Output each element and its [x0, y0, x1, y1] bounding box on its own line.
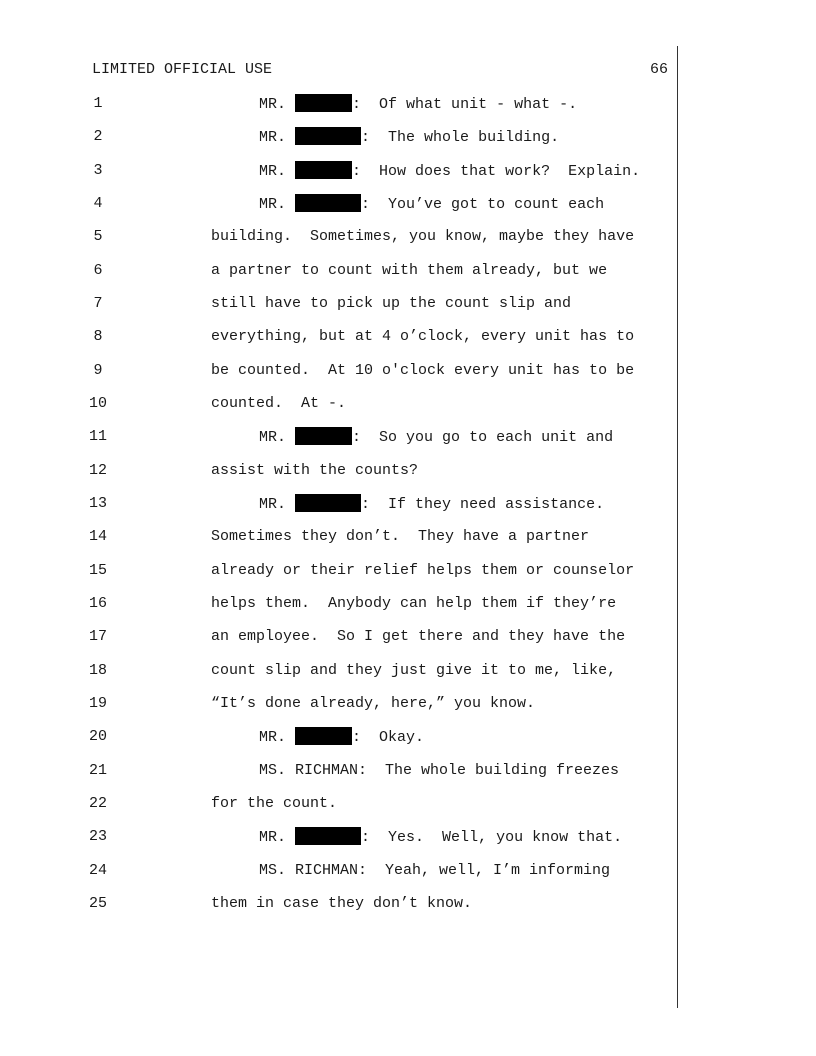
line-text	[259, 194, 604, 215]
line-text	[259, 94, 577, 115]
spoken-text: Okay.	[361, 729, 425, 746]
speaker-colon: :	[361, 129, 371, 146]
line-number: 21	[88, 762, 107, 779]
speaker-colon: :	[361, 496, 371, 513]
redaction-box	[295, 194, 361, 212]
speaker-label: MR.	[259, 163, 287, 180]
line-number: 11	[88, 428, 107, 445]
spoken-text: So you go to each unit and	[361, 429, 614, 446]
transcript-line	[0, 161, 680, 181]
transcript-line	[0, 694, 680, 714]
line-number: 9	[93, 362, 103, 379]
speaker-colon: :	[352, 163, 362, 180]
line-text	[259, 827, 622, 848]
line-text: MS. RICHMAN: The whole building freezes	[259, 762, 620, 779]
header-classification: LIMITED OFFICIAL USE	[92, 61, 273, 78]
line-text: MS. RICHMAN: Yeah, well, I’m informing	[259, 862, 611, 879]
speaker-label: MR.	[259, 729, 287, 746]
line-text	[259, 727, 424, 748]
line-text: helps them. Anybody can help them if they’re	[211, 595, 617, 612]
line-number: 25	[88, 895, 107, 912]
redaction-box	[295, 161, 352, 179]
line-number: 15	[88, 562, 107, 579]
speaker-label: MR.	[259, 96, 287, 113]
line-text	[259, 161, 640, 182]
line-text: counted. At -.	[211, 395, 347, 412]
page-number: 66	[649, 61, 668, 78]
line-number: 5	[93, 228, 103, 245]
transcript-line	[0, 294, 680, 314]
transcript-line	[0, 794, 680, 814]
speaker-colon: :	[352, 729, 362, 746]
line-text: building. Sometimes, you know, maybe they have	[211, 228, 635, 245]
line-number: 22	[88, 795, 107, 812]
spoken-text: Of what unit - what -.	[361, 96, 578, 113]
transcript-line	[0, 561, 680, 581]
line-number: 2	[93, 128, 103, 145]
line-text	[259, 494, 604, 515]
speaker-label: MR.	[259, 129, 287, 146]
transcript-line	[0, 494, 680, 514]
line-number: 19	[88, 695, 107, 712]
transcript-line	[0, 194, 680, 214]
redaction-box	[295, 427, 352, 445]
line-text: be counted. At 10 o'clock every unit has to be	[211, 362, 635, 379]
line-text	[259, 127, 559, 148]
transcript-line	[0, 861, 680, 881]
transcript-line	[0, 527, 680, 547]
transcript-line	[0, 827, 680, 847]
line-number: 14	[88, 528, 107, 545]
transcript-line	[0, 127, 680, 147]
spoken-text: If they need assistance.	[370, 496, 605, 513]
spoken-text: The whole building.	[370, 129, 560, 146]
line-number: 13	[88, 495, 107, 512]
line-number: 17	[88, 628, 107, 645]
speaker-label: MR.	[259, 196, 287, 213]
transcript-line	[0, 361, 680, 381]
line-number: 3	[93, 162, 103, 179]
line-number: 6	[93, 262, 103, 279]
redaction-box	[295, 127, 361, 145]
line-number: 7	[93, 295, 103, 312]
transcript-line	[0, 261, 680, 281]
line-number: 16	[88, 595, 107, 612]
redaction-box	[295, 827, 361, 845]
speaker-label: MR.	[259, 829, 287, 846]
transcript-line	[0, 394, 680, 414]
line-text: a partner to count with them already, but we	[211, 262, 608, 279]
redaction-box	[295, 494, 361, 512]
speaker-label: MR.	[259, 496, 287, 513]
line-text	[259, 427, 613, 448]
line-text: count slip and they just give it to me, like,	[211, 662, 617, 679]
speaker-label: MR.	[259, 429, 287, 446]
spoken-text: Yes. Well, you know that.	[370, 829, 623, 846]
line-number: 20	[88, 728, 107, 745]
line-text: for the count.	[211, 795, 338, 812]
line-number: 23	[88, 828, 107, 845]
transcript-line	[0, 461, 680, 481]
transcript-line	[0, 761, 680, 781]
line-text: everything, but at 4 o’clock, every unit has to	[211, 328, 635, 345]
transcript-line	[0, 227, 680, 247]
line-text: assist with the counts?	[211, 462, 419, 479]
line-number: 10	[88, 395, 107, 412]
line-text: already or their relief helps them or counselor	[211, 562, 635, 579]
transcript-line	[0, 594, 680, 614]
speaker-colon: :	[361, 829, 371, 846]
transcript-line	[0, 727, 680, 747]
line-number: 12	[88, 462, 107, 479]
spoken-text: You’ve got to count each	[370, 196, 605, 213]
line-number: 1	[93, 95, 103, 112]
transcript-line	[0, 327, 680, 347]
spoken-text: How does that work? Explain.	[361, 163, 641, 180]
line-number: 4	[93, 195, 103, 212]
speaker-colon: :	[352, 429, 362, 446]
transcript-line	[0, 427, 680, 447]
transcript-line	[0, 661, 680, 681]
line-text: still have to pick up the count slip and	[211, 295, 572, 312]
transcript-line	[0, 94, 680, 114]
speaker-colon: :	[361, 196, 371, 213]
line-number: 8	[93, 328, 103, 345]
transcript-line	[0, 894, 680, 914]
redaction-box	[295, 94, 352, 112]
line-text: “It’s done already, here,” you know.	[211, 695, 536, 712]
line-number: 24	[88, 862, 107, 879]
redaction-box	[295, 727, 352, 745]
line-number: 18	[88, 662, 107, 679]
line-text: an employee. So I get there and they have the	[211, 628, 626, 645]
transcript-line	[0, 627, 680, 647]
speaker-colon: :	[352, 96, 362, 113]
line-text: Sometimes they don’t. They have a partner	[211, 528, 590, 545]
line-text: them in case they don’t know.	[211, 895, 473, 912]
